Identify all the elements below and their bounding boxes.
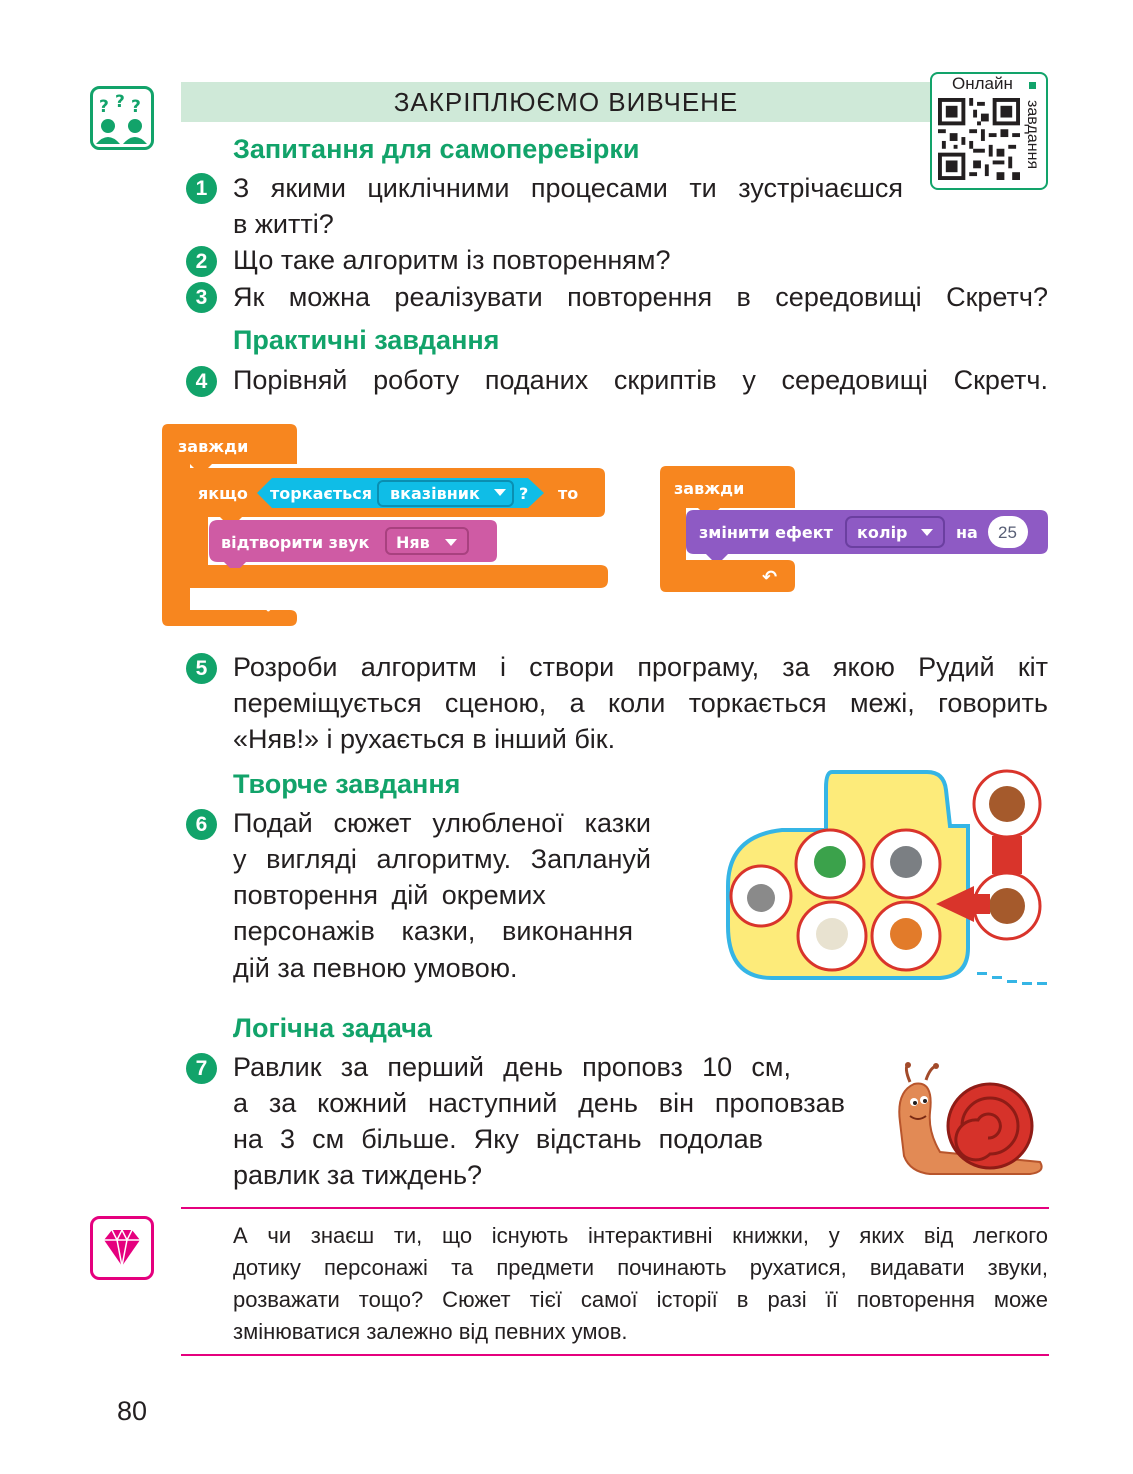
task-number-7: 7 xyxy=(186,1053,217,1084)
script2-effect-name: колір xyxy=(857,523,908,542)
fact-line3: розважати тощо? Сюжет тієї самої історії в разі її повторення може xyxy=(233,1287,1048,1312)
creative-title: Творче завдання xyxy=(233,769,461,799)
mitten-illustration xyxy=(722,766,1052,994)
question-1-line2: в житті? xyxy=(233,209,334,239)
qr-code-icon[interactable] xyxy=(938,98,1020,180)
fact-bottom-rule xyxy=(181,1354,1049,1356)
script2-change-effect-label: змінити ефект xyxy=(699,523,833,542)
svg-text:?: ? xyxy=(131,97,141,117)
script1-touching-label: торкається xyxy=(270,484,373,503)
svg-text:?: ? xyxy=(115,92,125,112)
question-3: Як можна реалізувати повторення в середовищі Скретч? xyxy=(233,282,1048,312)
creative-line3: повторення дій окремих xyxy=(233,880,546,910)
online-tasks-label: завдання xyxy=(1024,100,1041,170)
script1-play-sound-label: відтворити звук xyxy=(221,533,370,552)
logic-line4: равлик за тиждень? xyxy=(233,1160,483,1190)
logic-line1: Равлик за перший день проповз 10 см, xyxy=(233,1052,791,1082)
question-number-2: 2 xyxy=(186,246,217,277)
fact-line2: дотику персонажі та предмети починають рухатися, видавати звуки, xyxy=(233,1255,1048,1280)
section-heading xyxy=(181,82,951,122)
questions-icon xyxy=(90,86,154,150)
logic-line3: на 3 см більше. Яку відстань подолав xyxy=(233,1124,763,1154)
loop-arrow-icon: ↶ xyxy=(762,567,778,588)
task-number-6: 6 xyxy=(186,809,217,840)
page-number: 80 xyxy=(117,1396,148,1426)
script1-question-mark: ? xyxy=(519,484,529,503)
task-5-line1: Розроби алгоритм і створи програму, за якою Рудий кіт xyxy=(233,652,1048,682)
online-dot-icon xyxy=(1029,82,1036,89)
question-number-3: 3 xyxy=(186,282,217,313)
script-1-labels xyxy=(160,422,620,632)
logic-title: Логічна задача xyxy=(233,1013,432,1043)
task-5-line2: переміщується сценою, а коли торкається межі, говорить xyxy=(233,688,1048,718)
loop-arrow-icon: ↶ xyxy=(264,599,280,620)
task-5-line3: «Няв!» і рухається в інший бік. xyxy=(233,724,616,754)
diamond-icon xyxy=(90,1216,154,1280)
script1-if-label: якщо xyxy=(198,484,248,503)
question-1-line1: З якими циклічними процесами ти зустрічаєшся xyxy=(233,173,903,203)
question-number-1: 1 xyxy=(186,173,217,204)
fact-top-rule xyxy=(181,1207,1049,1209)
fact-line4: змінюватися залежно від певних умов. xyxy=(233,1319,628,1344)
logic-line2: а за кожний наступний день він проповзав xyxy=(233,1088,845,1118)
task-number-4: 4 xyxy=(186,366,217,397)
script2-by-label: на xyxy=(956,523,978,542)
creative-line2: у вигляді алгоритму. Заплануй xyxy=(233,844,651,874)
script1-sound-name: Няв xyxy=(396,533,430,552)
fact-line1: А чи знаєш ти, що існують інтерактивні книжки, у яких від легкого xyxy=(233,1223,1048,1248)
snail-illustration xyxy=(890,1062,1050,1182)
creative-line4: персонажів казки, виконання xyxy=(233,916,633,946)
question-2: Що таке алгоритм із повторенням? xyxy=(233,245,671,275)
section-title: ЗАКРІПЛЮЄМО ВИВЧЕНЕ xyxy=(393,86,739,117)
script1-touching-target: вказівник xyxy=(390,484,480,503)
task-4-text: Порівняй роботу поданих скриптів у середовищі Скретч. xyxy=(233,365,1048,395)
self-check-title: Запитання для самоперевірки xyxy=(233,134,640,164)
creative-line1: Подай сюжет улюбленої казки xyxy=(233,808,651,838)
script2-forever-label: завжди xyxy=(674,479,745,498)
script1-then-label: то xyxy=(558,484,579,503)
svg-text:?: ? xyxy=(99,97,109,117)
creative-line5: дій за певною умовою. xyxy=(233,953,518,983)
online-label: Онлайн xyxy=(952,74,1013,93)
script2-value: 25 xyxy=(998,523,1017,542)
script-2-labels xyxy=(658,464,1053,596)
task-number-5: 5 xyxy=(186,653,217,684)
script1-forever-label: завжди xyxy=(178,437,249,456)
practical-title: Практичні завдання xyxy=(233,325,500,355)
